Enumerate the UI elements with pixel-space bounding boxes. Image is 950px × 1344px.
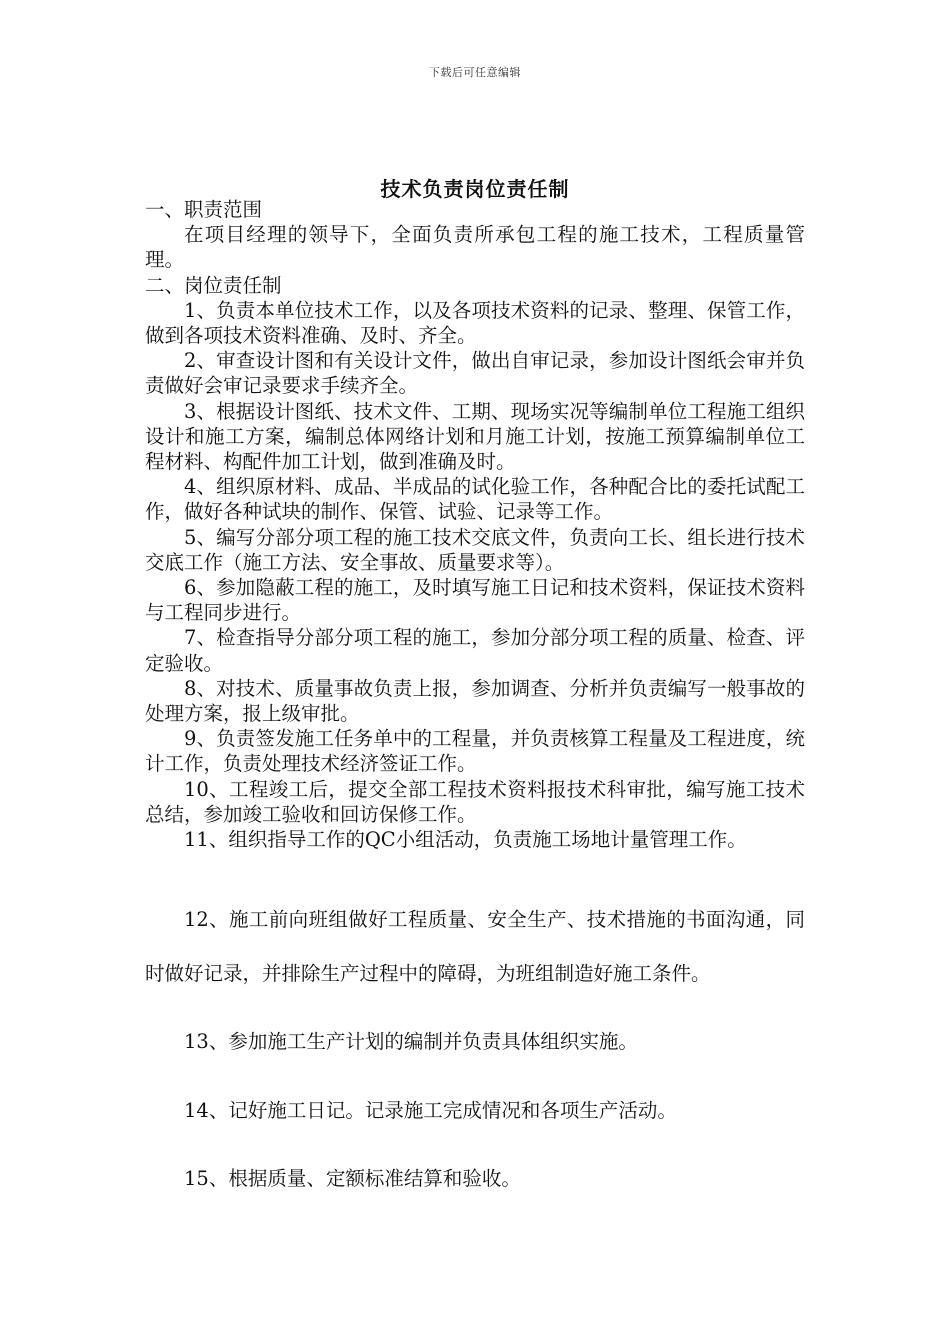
duty-item-6: 6、参加隐蔽工程的施工，及时填写施工日记和技术资料，保证技术资料与工程同步进行。 — [145, 576, 805, 625]
duty-item-15: 15、根据质量、定额标准结算和验收。 — [184, 1167, 521, 1190]
header-note: 下载后可任意编辑 — [429, 66, 521, 79]
document-title: 技术负责岗位责任制 — [380, 177, 570, 201]
duty-item-3: 3、根据设计图纸、技术文件、工期、现场实况等编制单位工程施工组织设计和施工方案，编制总体网络计划和月施工计划，按施工预算编制单位工程材料、构配件加工计划，做到准确及时。 — [145, 399, 805, 474]
duty-item-7: 7、检查指导分部分项工程的施工，参加分部分项工程的质量、检查、评定验收。 — [145, 626, 805, 675]
duty-item-4: 4、组织原材料、成品、半成品的试化验工作，各种配合比的委托试配工作，做好各种试块的制作、保管、试验、记录等工作。 — [145, 475, 805, 524]
duty-item-14: 14、记好施工日记。记录施工完成情况和各项生产活动。 — [184, 1098, 677, 1122]
document-body-continued — [145, 893, 805, 1206]
document-body — [145, 197, 805, 852]
duty-item-1: 1、负责本单位技术工作，以及各项技术资料的记录、整理、保管工作，做到各项技术资料准确、及时、齐全。 — [145, 298, 805, 348]
section-heading-duties: 二、岗位责任制 — [145, 273, 282, 297]
duty-item-2: 2、审查设计图和有关设计文件，做出自审记录，参加设计图纸会审并负责做好会审记录要求手续齐全。 — [145, 349, 805, 398]
duty-item-8: 8、对技术、质量事故负责上报，参加调查、分析并负责编写一般事故的处理方案，报上级审批。 — [145, 676, 805, 726]
duty-item-5: 5、编写分部分项工程的施工技术交底文件，负责向工长、组长进行技术交底工作（施工方法、安全事故、质量要求等）。 — [145, 525, 805, 574]
duty-item-13: 13、参加施工生产计划的编制并负责具体组织实施。 — [184, 1030, 638, 1053]
duty-item-10: 10、工程竣工后，提交全部工程技术资料报技术科审批，编写施工技术总结，参加竣工验收和回访保修工作。 — [145, 777, 805, 826]
duty-item-9: 9、负责签发施工任务单中的工程量，并负责核算工程量及工程进度，统计工作，负责处理技术经济签证工作。 — [145, 727, 805, 776]
duty-item-11: 11、组织指导工作的QC小组活动，负责施工场地计量管理工作。 — [184, 828, 747, 852]
scope-paragraph: 在项目经理的领导下，全面负责所承包工程的施工技术，工程质量管理。 — [145, 223, 805, 272]
section-heading-scope: 一、职责范围 — [145, 198, 263, 221]
duty-item-12: 12、施工前向班组做好工程质量、安全生产、技术措施的书面沟通，同时做好记录，并排除生产过程中的障碍，为班组制造好施工条件。 — [145, 908, 805, 985]
